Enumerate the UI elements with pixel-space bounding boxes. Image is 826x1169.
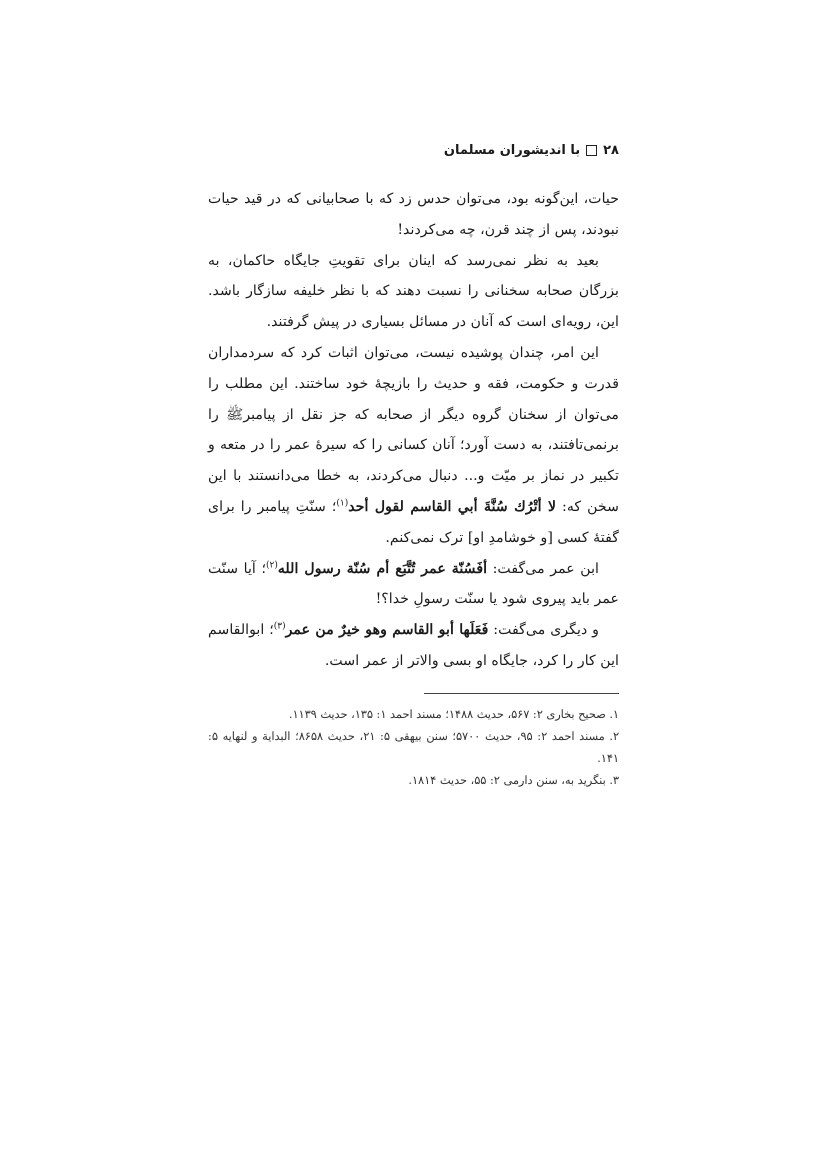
square-ornament-icon bbox=[586, 145, 597, 156]
book-page bbox=[208, 140, 619, 792]
paragraph bbox=[208, 184, 619, 246]
footnote-marker: (۲) bbox=[265, 559, 278, 570]
arabic-quote: لا أتْرُك سُنَّةَ أبي القاسم لقول أحد bbox=[348, 498, 557, 515]
footnote: ۲. مسند احمد ۲: ۹۵، حدیث ۵۷۰۰؛ سنن بیهقی ۵: ۲۱، حدیث ۸۶۵۸؛ البدایة و لنهایه ۵: ۱۴۱. bbox=[208, 729, 620, 765]
paragraph bbox=[208, 338, 619, 554]
paragraph-text: این امر، چندان پوشیده نیست، می‌توان اثبات کرد که سردمداران قدرت و حکومت، فقه و حدیث را بازیچهٔ خود ساختند. این مطلب را می‌توان از سخنان گروه دیگر از صحابه که جز نقل از پیامبرﷺ را برنمی‌تافتند، به دست آورد؛ آنان کسانی را که سیرهٔ عمر را در متعه و تکبیر در نماز بر میّت و... دنبال می‌کردند، به خطا می‌دانستند با این سخن که: bbox=[208, 344, 619, 515]
page-number: ۲۸ bbox=[603, 142, 619, 158]
footnotes bbox=[208, 704, 619, 792]
paragraph-text: بعید به نظر نمی‌رسد که اینان برای تقویتِ جایگاه حاکمان، به بزرگان صحابه سخنانی را نسبت دهند که با نظر خلیفه سازگار باشد. این، رویه‌ای است که آنان در مسائل بسیاری در پیش گرفتند. bbox=[208, 252, 619, 331]
paragraph bbox=[208, 615, 619, 677]
paragraph-text: ؛ آیا سنّت عمر باید پیروی شود یا سنّت رسولِ خدا؟! bbox=[208, 560, 619, 608]
paragraph-text: ؛ ابوالقاسم این کار را کرد، جایگاه او بسی والاتر از عمر است. bbox=[208, 622, 619, 669]
running-header bbox=[208, 140, 619, 160]
paragraph bbox=[208, 554, 619, 616]
paragraph-text: ؛ سنّتِ پیامبر را برای گفتهٔ کسی [و خوشامدِ او] ترک نمی‌کنم. bbox=[208, 498, 619, 546]
footnote-marker: (۱) bbox=[336, 498, 349, 509]
footnote: ۱. صحیح بخاری ۲: ۵۶۷، حدیث ۱۴۸۸؛ مسند احمد ۱: ۱۳۵، حدیث ۱۱۳۹. bbox=[288, 707, 619, 721]
paragraph-text: ابن عمر می‌گفت: bbox=[487, 560, 600, 577]
paragraph-text: حیات، این‌گونه بود، می‌توان حدس زد که با صحابیانی که در قید حیات نبودند، پس از چند قرن، چه می‌کردند! bbox=[208, 191, 619, 238]
arabic-quote: أفَسُنّة عمر تُتَّبَع أم سُنّة رسول الله bbox=[277, 560, 488, 577]
paragraph-text: و دیگری می‌گفت: bbox=[488, 622, 600, 639]
running-title: با اندیشوران مسلمان bbox=[443, 142, 581, 158]
footnote: ۳. بنگرید به، سنن دارمی ۲: ۵۵، حدیث ۱۸۱۴. bbox=[408, 773, 619, 787]
paragraph bbox=[208, 246, 619, 338]
footnote-separator bbox=[424, 693, 619, 694]
arabic-quote: فَعَلَها أبو القاسم وهو خيرٌ من عمر bbox=[285, 622, 489, 639]
footnote-marker: (۳) bbox=[273, 621, 286, 632]
body-text bbox=[208, 184, 619, 677]
